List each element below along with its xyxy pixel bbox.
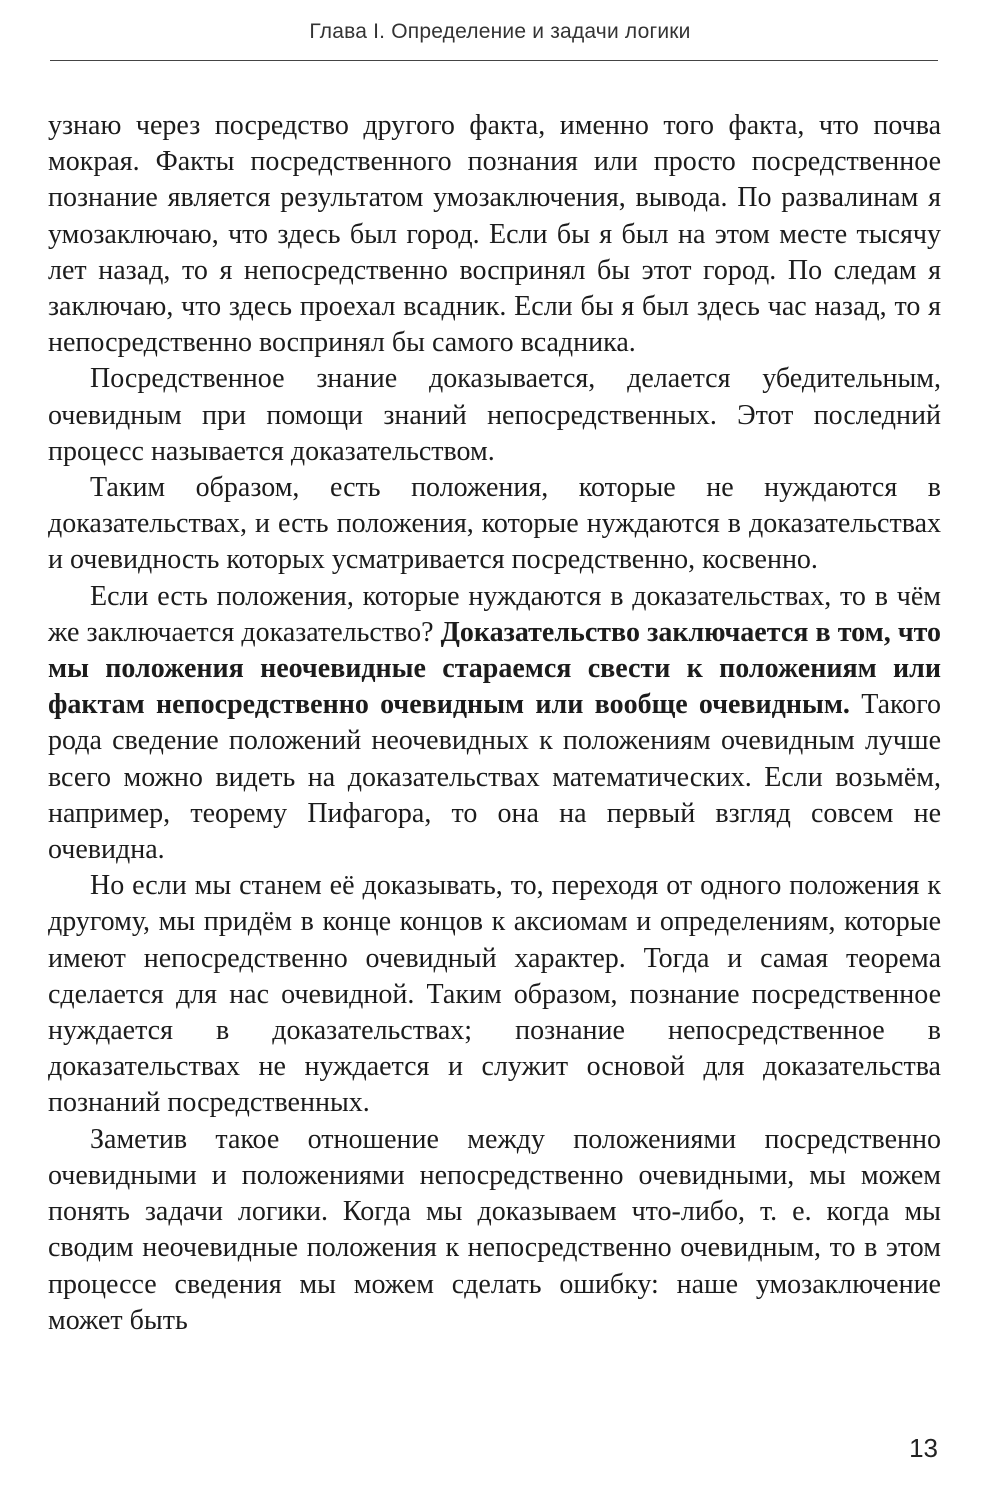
body-text [48, 108, 941, 1339]
paragraph-1: узнаю через посредство другого факта, именно того факта, что почва мокрая. Факты посредственного познания или просто посредственное познание является результатом умозаключения, вывода. По развалинам я умозаключаю, что здесь был город. Если бы я был на этом месте тысячу лет назад, то я непосредственно воспринял бы этот город. По следам я заключаю, что здесь проехал всадник. Если бы я был здесь час назад, то я непосредственно воспринял бы самого всадника. [48, 110, 941, 359]
paragraph-6: Заметив такое отношение между положениями посредственно очевидными и положениями непосредственно очевидными, мы можем понять задачи логики. Когда мы доказываем что-либо, т. е. когда мы сводим неочевидные положения к непосредственно очевидным, то в этом процессе сведения мы можем сделать ошибку: наше умозаключение может быть [48, 1123, 941, 1336]
paragraph-3: Таким образом, есть положения, которые не нуждаются в доказательствах, и есть положения, которые нуждаются в доказательствах и очевидность которых усматривается посредственно, косвенно. [48, 472, 941, 576]
paragraph-2: Посредственное знание доказывается, делается убедительным, очевидным при помощи знаний непосредственных. Этот последний процесс называется доказательством. [48, 363, 941, 467]
paragraph-4-end: Такого рода сведение положений неочевидных к положениям очевидным лучше всего можно видеть на доказательствах математических. Если возьмём, например, теорему Пифагора, то она на первый взгляд совсем не очевидна. [48, 689, 942, 866]
page-number: 13 [909, 1433, 938, 1463]
paragraph-4-start: Если есть положения, которые нуждаются в доказательствах, то в чём же заключается доказательство? [48, 580, 941, 648]
paragraph-4-bold-definition: Доказательство заключается в том, что мы положения неочевидные стараемся свести к положениям или фактам непосредственно очевидным или вообще очевидным. [48, 616, 941, 721]
running-header: Глава I. Определение и задачи логики [309, 20, 691, 43]
paragraph-5: Но если мы станем её доказывать, то, переходя от одного положения к другому, мы придём в конце концов к аксиомам и определениям, которые имеют непосредственно очевидный характер. Тогда и самая теорема сделается для нас очевидной. Таким образом, познание посредственное нуждается в доказательствах; познание непосредственное в доказательствах не нуждается и служит основой для доказательства познаний посредственных. [48, 870, 941, 1119]
header-rule [50, 60, 938, 61]
paragraph-4 [48, 579, 941, 869]
